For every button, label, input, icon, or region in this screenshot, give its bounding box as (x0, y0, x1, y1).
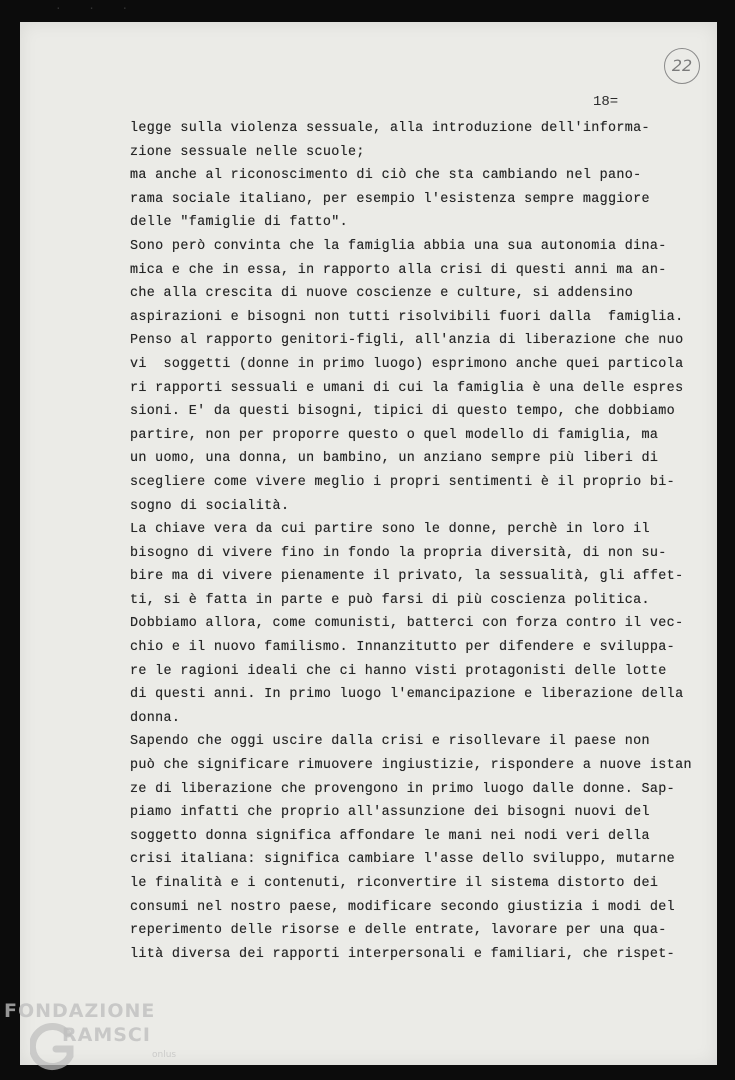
fondazione-gramsci-watermark (4, 1000, 204, 1080)
text-line: vi soggetti (donne in primo luogo) esprimono anche quei particola (130, 356, 684, 372)
text-line: reperimento delle risorse e delle entrate, lavorare per una qua- (130, 923, 667, 939)
text-line: piamo infatti che proprio all'assunzione dei bisogni nuovi del (130, 805, 650, 821)
text-line: chio e il nuovo familismo. Innanzitutto per difendere e sviluppa- (130, 640, 676, 656)
body-text (130, 117, 690, 966)
text-line: Sono però convinta che la famiglia abbia una sua autonomia dina- (130, 238, 667, 254)
text-line: legge sulla violenza sessuale, alla introduzione dell'informa- (130, 121, 650, 136)
watermark-line-1: FONDAZIONE (4, 1000, 156, 1022)
text-line: aspirazioni e bisogni non tutti risolvibili fuori dalla famiglia. (130, 309, 684, 325)
text-line: Dobbiamo allora, come comunisti, batterci con forza contro il vec- (130, 616, 684, 632)
corner-marks: · · · (55, 2, 139, 15)
text-line: sogno di socialità. (130, 498, 290, 514)
archive-page-number-stamp: 22 (664, 48, 700, 84)
text-line: le finalità e i contenuti, riconvertire il sistema distorto dei (130, 876, 659, 891)
text-line: ze di liberazione che provengono in primo luogo dalle donne. Sap- (130, 781, 676, 797)
text-line: crisi italiana: significa cambiare l'asse dello sviluppo, mutarne (130, 852, 676, 868)
text-line: partire, non per proporre questo o quel modello di famiglia, ma (130, 427, 659, 443)
watermark-line-2: RAMSCI (62, 1024, 151, 1046)
text-line: La chiave vera da cui partire sono le donne, perchè in loro il (130, 522, 650, 538)
text-line: bisogno di vivere fino in fondo la propria diversità, di non su- (130, 545, 667, 561)
text-line: ma anche al riconoscimento di ciò che sta cambiando nel pano- (130, 168, 642, 184)
text-line: può che significare rimuovere ingiustizie, rispondere a nuove istan (130, 758, 692, 774)
text-line: ti, si è fatta in parte e può farsi di più coscienza politica. (130, 592, 650, 608)
text-line: re le ragioni ideali che ci hanno visti protagonisti delle lotte (130, 663, 667, 679)
text-line: di questi anni. In primo luogo l'emancipazione e liberazione della (130, 687, 684, 703)
text-line: ri rapporti sessuali e umani di cui la famiglia è una delle espres (130, 380, 684, 396)
text-line: Sapendo che oggi uscire dalla crisi e risollevare il paese non (130, 734, 650, 750)
text-line: un uomo, una donna, un bambino, un anziano sempre più liberi di (130, 451, 659, 467)
text-line: soggetto donna significa affondare le mani nei nodi veri della (130, 828, 650, 844)
text-line: donna. (130, 710, 181, 726)
page-number: 18= (593, 94, 619, 110)
text-line: zione sessuale nelle scuole; (130, 144, 365, 160)
text-line: lità diversa dei rapporti interpersonali e familiari, che rispet- (130, 946, 676, 962)
text-line: che alla crescita di nuove coscienze e culture, si addensino (130, 286, 634, 302)
text-line: consumi nel nostro paese, modificare secondo giustizia i modi del (130, 899, 676, 915)
text-line: mica e che in essa, in rapporto alla crisi di questi anni ma an- (130, 262, 667, 278)
text-line: scegliere come vivere meglio i propri sentimenti è il proprio bi- (130, 474, 676, 490)
typewritten-page (20, 22, 717, 1065)
text-line: Penso al rapporto genitori-figli, all'anzia di liberazione che nuo (130, 333, 684, 349)
text-line: sioni. E' da questi bisogni, tipici di questo tempo, che dobbiamo (130, 404, 676, 420)
text-line: delle "famiglie di fatto". (130, 215, 349, 231)
text-line: bire ma di vivere pienamente il privato, la sessualità, gli affet- (130, 569, 684, 585)
text-line: rama sociale italiano, per esempio l'esistenza sempre maggiore (130, 191, 650, 207)
watermark-line-3: onlus (152, 1050, 177, 1060)
